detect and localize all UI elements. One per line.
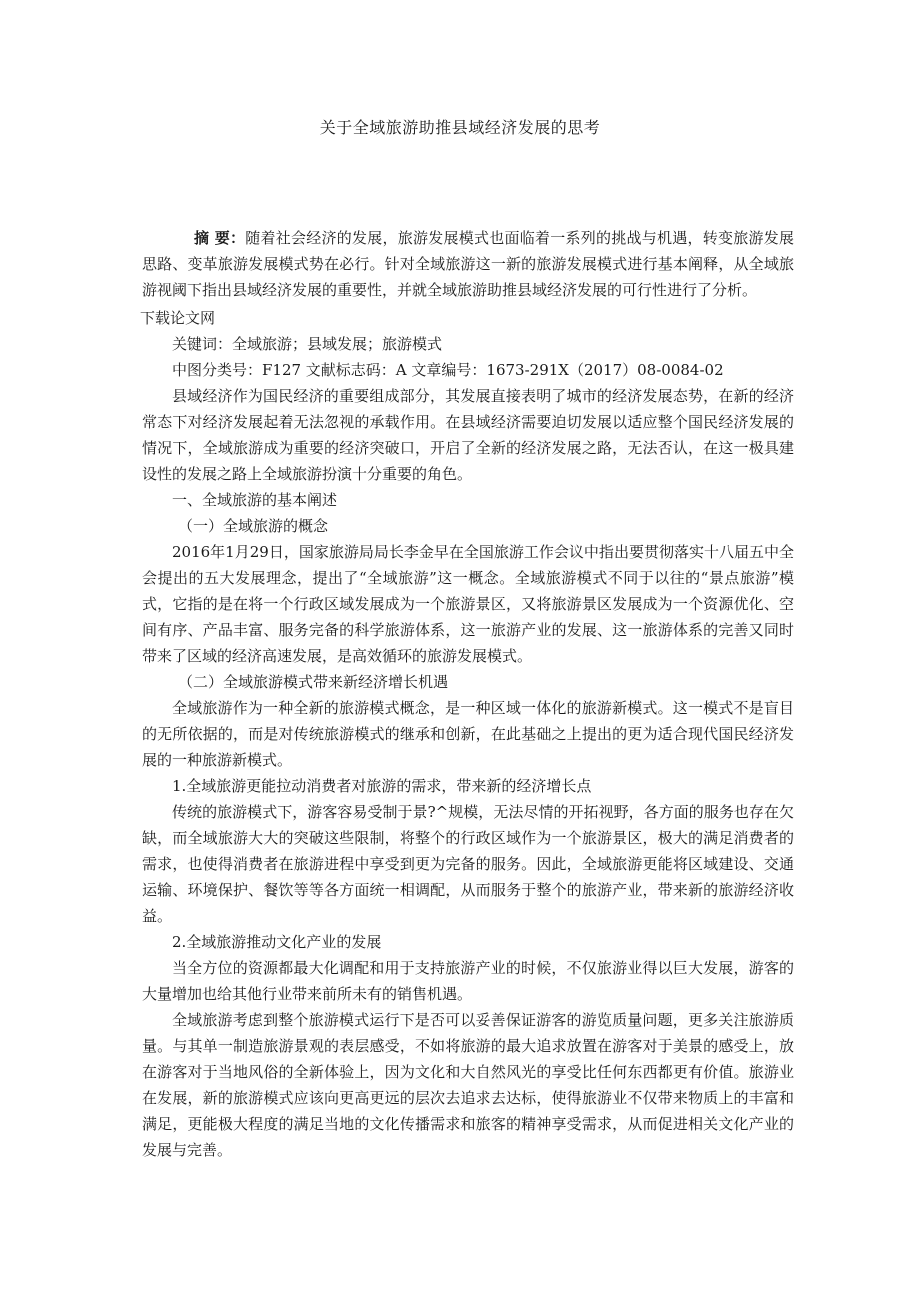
point-heading-1: 1.全域旅游更能拉动消费者对旅游的需求，带来新的经济增长点 — [172, 777, 592, 795]
document-body — [142, 225, 794, 1163]
subsection-heading-1-1: （一）全域旅游的概念 — [178, 517, 329, 535]
paragraph-concept: 2016年1月29日，国家旅游局局长李金早在全国旅游工作会议中指出要贯彻落实十八届五中全会提出的五大发展理念，提出了“全域旅游”这一概念。全域旅游模式不同于以往的“景点旅游”模式，它指的是在将一个行政区域发展成为一个旅游景区，又将旅游景区发展成为一个资源优化、空间有序、产品丰富、服务完备的科学旅游体系，这一旅游产业的发展、这一旅游体系的完善又同时带来了区域的经济高速发展，是高效循环的旅游发展模式。 — [142, 543, 794, 665]
document-title: 关于全域旅游助推县域经济发展的思考 — [319, 118, 601, 137]
point-heading-2: 2.全域旅游推动文化产业的发展 — [172, 933, 382, 951]
paragraph-resources: 当全方位的资源都最大化调配和用于支持旅游产业的时候，不仅旅游业得以巨大发展，游客的大量增加也给其他行业带来前所未有的销售机遇。 — [142, 959, 794, 1003]
abstract-paragraph — [142, 225, 794, 303]
source-line: 下载论文网 — [140, 309, 216, 327]
section-heading-1: 一、全域旅游的基本阐述 — [172, 491, 338, 509]
paragraph-demand: 传统的旅游模式下，游客容易受制于景?^规模，无法尽情的开拓视野，各方面的服务也存在欠缺，而全域旅游大大的突破这些限制，将整个的行政区域作为一个旅游景区，极大的满足消费者的需求，也使得消费者在旅游进程中享受到更为完备的服务。因此，全域旅游更能将区域建设、交通运输、环境保护、餐饮等等各方面统一相调配，从而服务于整个的旅游产业，带来新的旅游经济收益。 — [142, 803, 794, 925]
paragraph-new-model: 全域旅游作为一种全新的旅游模式概念，是一种区域一体化的旅游新模式。这一模式不是盲目的无所依据的，而是对传统旅游模式的继承和创新，在此基础之上提出的更为适合现代国民经济发展的一种旅游新模式。 — [142, 699, 794, 769]
intro-paragraph: 县域经济作为国民经济的重要组成部分，其发展直接表明了城市的经济发展态势，在新的经济常态下对经济发展起着无法忽视的承载作用。在县域经济需要迫切发展以适应整个国民经济发展的情况下，全域旅游成为重要的经济突破口，开启了全新的经济发展之路，无法否认，在这一极具建设性的发展之路上全域旅游扮演十分重要的角色。 — [142, 387, 794, 483]
abstract-text: 随着社会经济的发展，旅游发展模式也面临着一系列的挑战与机遇，转变旅游发展思路、变革旅游发展模式势在必行。针对全域旅游这一新的旅游发展模式进行基本阐释，从全域旅游视阈下指出县域经济发展的重要性，并就全域旅游助推县域经济发展的可行性进行了分析。 — [142, 229, 794, 299]
subsection-heading-1-2: （二）全域旅游模式带来新经济增长机遇 — [178, 673, 449, 691]
classification-line: 中图分类号：F127 文献标志码：A 文章编号：1673-291X（2017）08-0084-02 — [172, 361, 724, 379]
keywords-line: 关键词：全域旅游；县域发展；旅游模式 — [172, 335, 443, 353]
abstract-label: 摘 要： — [194, 229, 246, 247]
paragraph-quality: 全域旅游考虑到整个旅游模式运行下是否可以妥善保证游客的游览质量问题，更多关注旅游质量。与其单一制造旅游景观的表层感受，不如将旅游的最大追求放置在游客对于美景的感受上，放在游客对于当地风俗的全新体验上，因为文化和大自然风光的享受比任何东西都更有价值。旅游业在发展，新的旅游模式应该向更高更远的层次去追求去达标，使得旅游业不仅带来物质上的丰富和满足，更能极大程度的满足当地的文化传播需求和旅客的精神享受需求，从而促进相关文化产业的发展与完善。 — [142, 1011, 794, 1159]
